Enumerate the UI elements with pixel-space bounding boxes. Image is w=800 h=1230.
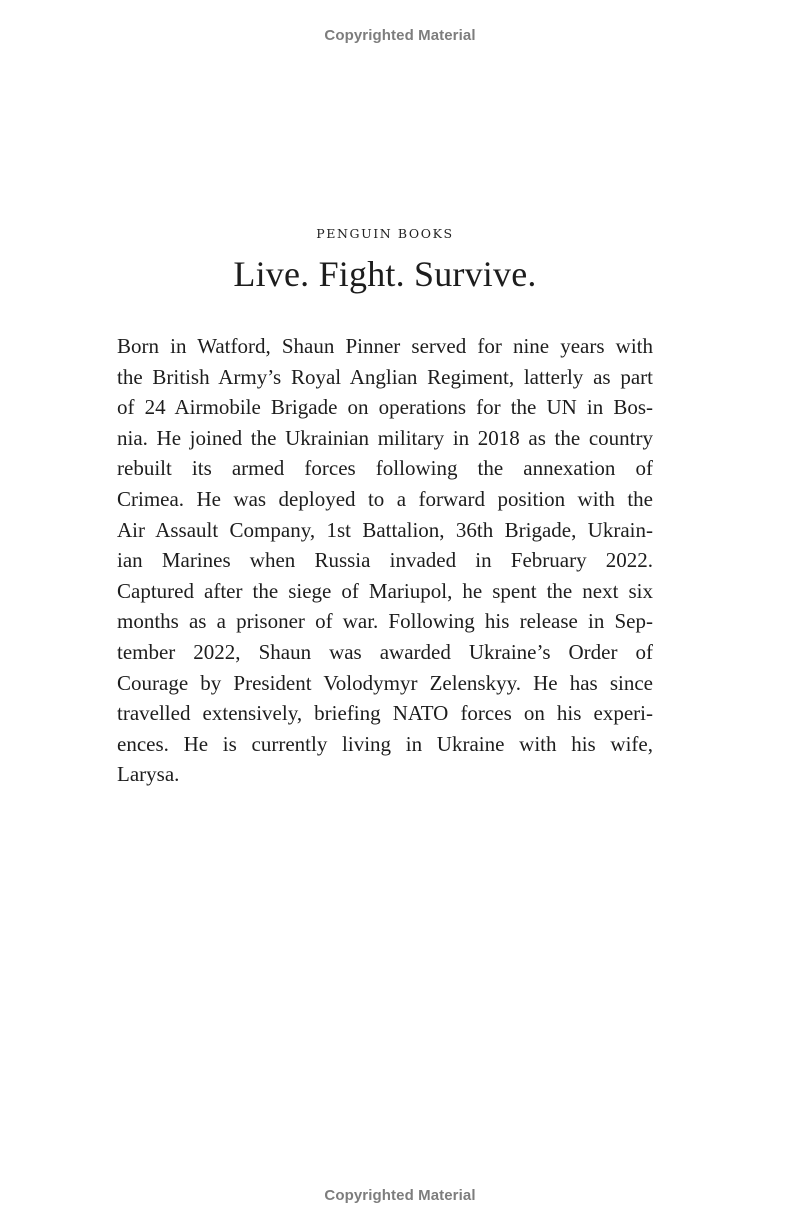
book-title: Live. Fight. Survive. bbox=[233, 254, 537, 294]
bio-line: ences. He is currently living in Ukraine with his wife, bbox=[117, 731, 653, 756]
bio-line: the British Army’s Royal Anglian Regiment, latterly as part bbox=[117, 364, 653, 389]
bio-line: tember 2022, Shaun was awarded Ukraine’s Order of bbox=[117, 639, 653, 664]
bio-line: Born in Watford, Shaun Pinner served for nine years with bbox=[117, 334, 653, 358]
copyright-watermark-bottom: Copyrighted Material bbox=[324, 1187, 476, 1204]
bio-line: nia. He joined the Ukrainian military in 2018 as the country bbox=[117, 425, 653, 450]
bio-line: Larysa. bbox=[117, 762, 180, 787]
copyright-watermark-top: Copyrighted Material bbox=[324, 27, 476, 44]
bio-line: Crimea. He was deployed to a forward position with the bbox=[117, 486, 653, 511]
bio-line: travelled extensively, briefing NATO forces on his experi- bbox=[117, 701, 653, 726]
bio-line: ian Marines when Russia invaded in February 2022. bbox=[117, 548, 653, 573]
bio-line: Captured after the siege of Mariupol, he spent the next six bbox=[117, 578, 653, 603]
bio-line: months as a prisoner of war. Following his release in Sep- bbox=[117, 609, 653, 634]
publisher-imprint: PENGUIN BOOKS bbox=[316, 226, 454, 241]
bio-line: of 24 Airmobile Brigade on operations for the UN in Bos- bbox=[117, 395, 653, 420]
bio-line: Courage by President Volodymyr Zelenskyy. He has since bbox=[117, 670, 653, 695]
bio-line: rebuilt its armed forces following the annexation of bbox=[117, 456, 653, 481]
author-biography bbox=[117, 331, 653, 790]
bio-line: Air Assault Company, 1st Battalion, 36th Brigade, Ukrain- bbox=[117, 517, 653, 542]
